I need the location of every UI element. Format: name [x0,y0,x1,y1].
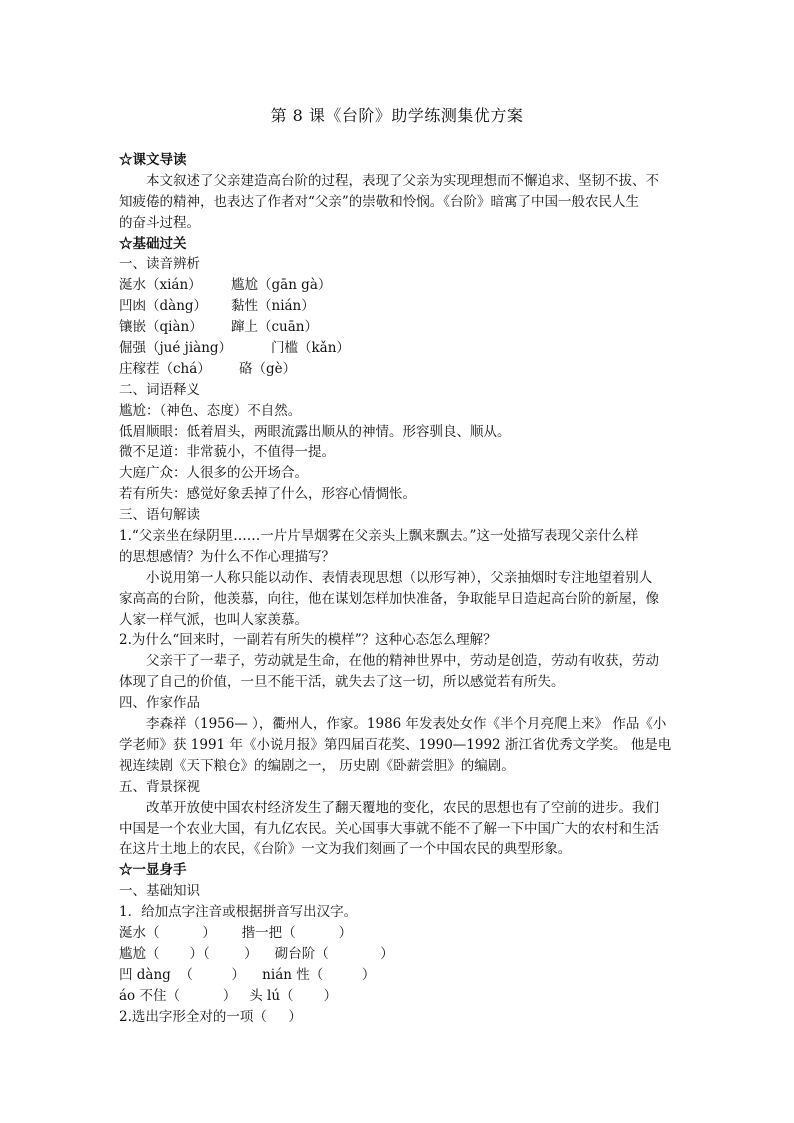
reading-row [119,296,679,317]
question-line: 1.“父亲坐在绿阴里……一片片旱烟雾在父亲头上飘来飘去。”这一处描写表现父亲什么样 [119,528,639,545]
vocab-item: 尴尬：（神色、态度）不自然。 [119,402,302,419]
document-body [119,150,679,1027]
answer-line: 体现了自己的价值，一旦不能干活，就失去了这一切，所以感觉若有所失。 [119,674,565,691]
reading-item: 凹凼（dàng） [119,298,208,315]
answer-line: 人家一样气派，也叫人家羡慕。 [119,611,308,628]
guide-text-line: 本文叙述了父亲建造高台阶的过程，表现了父亲为实现理想而不懈追求、坚韧不拔、不 [146,172,659,189]
reading-item: 庄稼茬（chá） [119,360,211,377]
answer-line: 父亲干了一辈子，劳动就是生命，在他的精神世界中，劳动是创造，劳动有收获，劳动 [146,653,659,670]
background-line: 中国是一个农业大国，有九亿农民。关心国事大事就不能不了解一下中国广大的农村和生活 [119,820,659,837]
exercise-row: 凹 dàng （ ） nián 性（ ） [119,966,376,983]
guide-text-line: 的奋斗过程。 [119,214,200,231]
section-heading-basics: ☆基础过关 [119,235,187,252]
page-title: 第 8 课《台阶》助学练测集优方案 [270,106,524,125]
reading-item: 蹿上（cuān） [231,319,318,336]
background-line: 在这片土地上的农民，《台阶》一文为我们刻画了一个中国农民的典型形象。 [119,841,572,858]
vocab-item: 微不足道：非常藐小，不值得一提。 [119,444,335,461]
exercise-question: 1．给加点字注音或根据拼音写出汉字。 [119,904,358,921]
question-line: 2.为什么“回来时，一副若有所失的模样”？这种心态怎么理解？ [119,632,497,649]
question-line: 的思想感情？为什么不作心理描写？ [119,548,335,565]
subheading-vocab: 二、词语释义 [119,381,200,398]
vocab-item: 若有所失：感觉好象丢掉了什么，形容心情惆怅。 [119,486,416,503]
reading-row [119,338,679,359]
vocab-item: 大庭广众：人很多的公开场合。 [119,465,308,482]
subheading-basic-knowledge: 一、基础知识 [119,883,200,900]
subheading-reading: 一、读音辨析 [119,256,200,273]
exercise-row: áo 不住（ ） 头 lú（ ） [119,987,338,1004]
section-heading-guide: ☆课文导读 [119,152,187,168]
guide-text-line: 知疲倦的精神，也表达了作者对“父亲”的崇敬和怜悯。《台阶》暗寓了中国一般农民人生 [119,193,640,210]
author-line: 视连续剧《天下粮仓》的编剧之一， 历史剧《卧薪尝胆》的编剧。 [119,757,515,774]
author-line: 学老师》获 1991 年《小说月报》第四届百花奖、1990—1992 浙江省优秀文学奖。 他是电 [119,736,672,753]
exercise-row: 涎水（ ） 揩一把（ ） [119,924,353,941]
vocab-item: 低眉顺眼：低着眉头，两眼流露出顺从的神情。形容驯良、顺从。 [119,423,511,440]
author-line: 李森祥（1956— ），衢州人，作家。1986 年发表处女作《半个月亮爬上来》 作品《小 [146,716,667,733]
reading-item: 倔强（jué jiàng） [119,340,233,357]
exercise-row: 尴尬（ ）（ ） 砌台阶（ ） [119,945,394,962]
reading-item: 门槛（kǎn） [271,340,350,357]
subheading-author: 四、作家作品 [119,695,200,712]
reading-item: 黏性（nián） [231,298,315,315]
reading-item: 尴尬（gān gà） [231,277,332,294]
section-heading-practice: ☆一显身手 [119,862,187,879]
reading-item: 涎水（xián） [119,277,202,294]
answer-line: 小说用第一人称只能以动作、表情表现思想（以形写神），父亲抽烟时专注地望着别人 [146,569,653,586]
reading-row [119,275,679,296]
reading-item: 硌（gè） [239,360,297,377]
answer-line: 家高高的台阶，他羡慕，向往，他在谋划怎样加快准备，争取能早日造起高台阶的新屋，像 [119,590,659,607]
subheading-background: 五、背景探视 [119,778,200,795]
subheading-sentences: 三、语句解读 [119,507,200,524]
reading-item: 镶嵌（qiàn） [119,319,203,336]
exercise-question: 2.选出字形全对的一项（ ） [119,1008,302,1025]
reading-row [119,317,679,338]
reading-row [119,359,679,380]
background-line: 改革开放使中国农村经济发生了翻天覆地的变化，农民的思想也有了空前的进步。我们 [146,799,659,816]
